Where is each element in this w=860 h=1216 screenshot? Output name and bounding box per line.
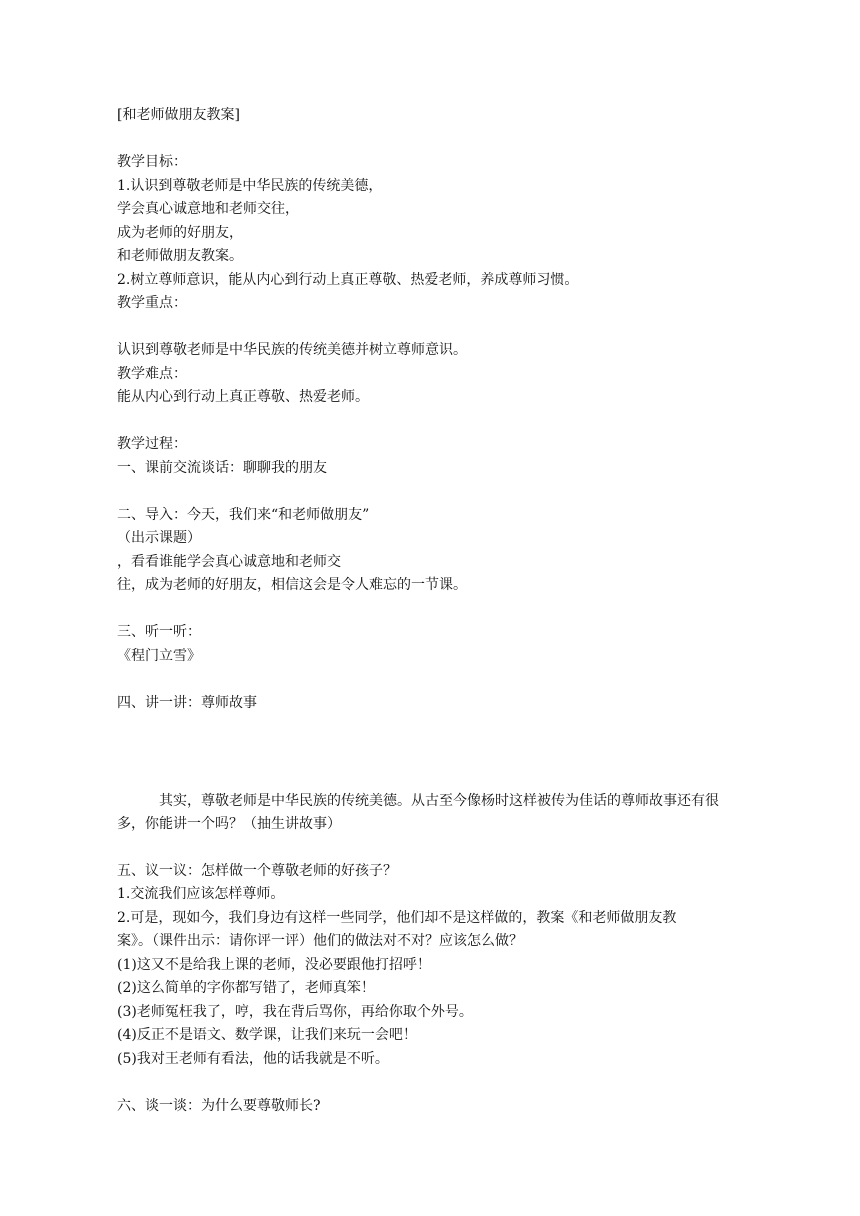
objective-1-line: 成为老师的好朋友， (117, 224, 243, 241)
key-text: 认识到尊敬老师是中华民族的传统美德并树立尊师意识。 (117, 342, 467, 358)
step-4: 四、讲一讲：尊师故事 (117, 694, 257, 711)
step-5-case: (5)我对王老师有看法，他的话我就是不听。 (117, 1050, 389, 1067)
step-5-case: (1)这又不是给我上课的老师，没必要跟他打招呼！ (117, 956, 431, 973)
blank-line (117, 1071, 745, 1095)
document-body (117, 104, 745, 1118)
difficulty-text: 能从内心到行动上真正尊敬、热爱老师。 (117, 389, 369, 405)
step-1: 一、课前交流谈话：聊聊我的朋友 (117, 459, 327, 476)
step-5-case: (2)这么简单的字你都写错了，老师真笨！ (117, 980, 375, 996)
objectives-heading: 教学目标： (117, 154, 187, 170)
step-5-item-2-line: 2.可是，现如今，我们身边有这样一些同学，他们却不是这样做的，教案《和老师做朋友教 (117, 909, 677, 926)
story-paragraph: 其实，尊敬老师是中华民族的传统美德。从古至今像杨时这样被传为佳话的尊师故事还有很 (159, 792, 719, 809)
objective-1-line: 学会真心诚意地和老师交往， (117, 201, 299, 217)
step-2-line: ，看看谁能学会真心诚意地和老师交 (117, 553, 341, 570)
step-5-case: (3)老师冤枉我了，哼，我在背后骂你，再给你取个外号。 (117, 1003, 473, 1020)
step-3-line: 三、听一听： (117, 624, 201, 640)
step-2-line: （出示课题） (117, 530, 201, 546)
objective-2: 2.树立尊师意识，能从内心到行动上真正尊敬、热爱老师，养成尊师习惯。 (117, 271, 579, 288)
blank-line (117, 836, 745, 860)
blank-line (117, 410, 745, 434)
blank-line (117, 668, 745, 692)
difficulty-heading: 教学难点： (117, 365, 187, 382)
objective-1-line: 1.认识到尊敬老师是中华民族的传统美德， (117, 177, 383, 194)
step-2-line: 往，成为老师的好朋友，相信这会是令人难忘的一节课。 (117, 577, 467, 593)
step-2-line: 二、导入：今天，我们来“和老师做朋友” (117, 506, 370, 523)
step-5-heading: 五、议一议：怎样做一个尊敬老师的好孩子？ (117, 862, 397, 879)
step-5-item-1: 1.交流我们应该怎样尊师。 (117, 886, 285, 902)
blank-gap (117, 715, 745, 763)
objective-1-line: 和老师做朋友教案。 (117, 248, 243, 264)
blank-line (117, 316, 745, 340)
blank-line (117, 480, 745, 504)
process-heading: 教学过程： (117, 436, 187, 452)
step-3-line: 《程门立雪》 (117, 647, 201, 664)
story-paragraph-2: 多，你能讲一个吗？（抽生讲故事） (117, 815, 341, 832)
blank-line (117, 598, 745, 622)
step-6: 六、谈一谈：为什么要尊敬师长? (117, 1097, 321, 1114)
step-5-case: (4)反正不是语文、数学课，让我们来玩一会吧！ (117, 1027, 417, 1043)
document-title: [和老师做朋友教案] (117, 107, 240, 123)
blank-line (117, 128, 745, 152)
key-heading: 教学重点： (117, 295, 187, 311)
step-5-item-2-line: 案》。（课件出示：请你评一评）他们的做法对不对？应该怎么做？ (117, 933, 523, 949)
blank-line (117, 763, 745, 787)
